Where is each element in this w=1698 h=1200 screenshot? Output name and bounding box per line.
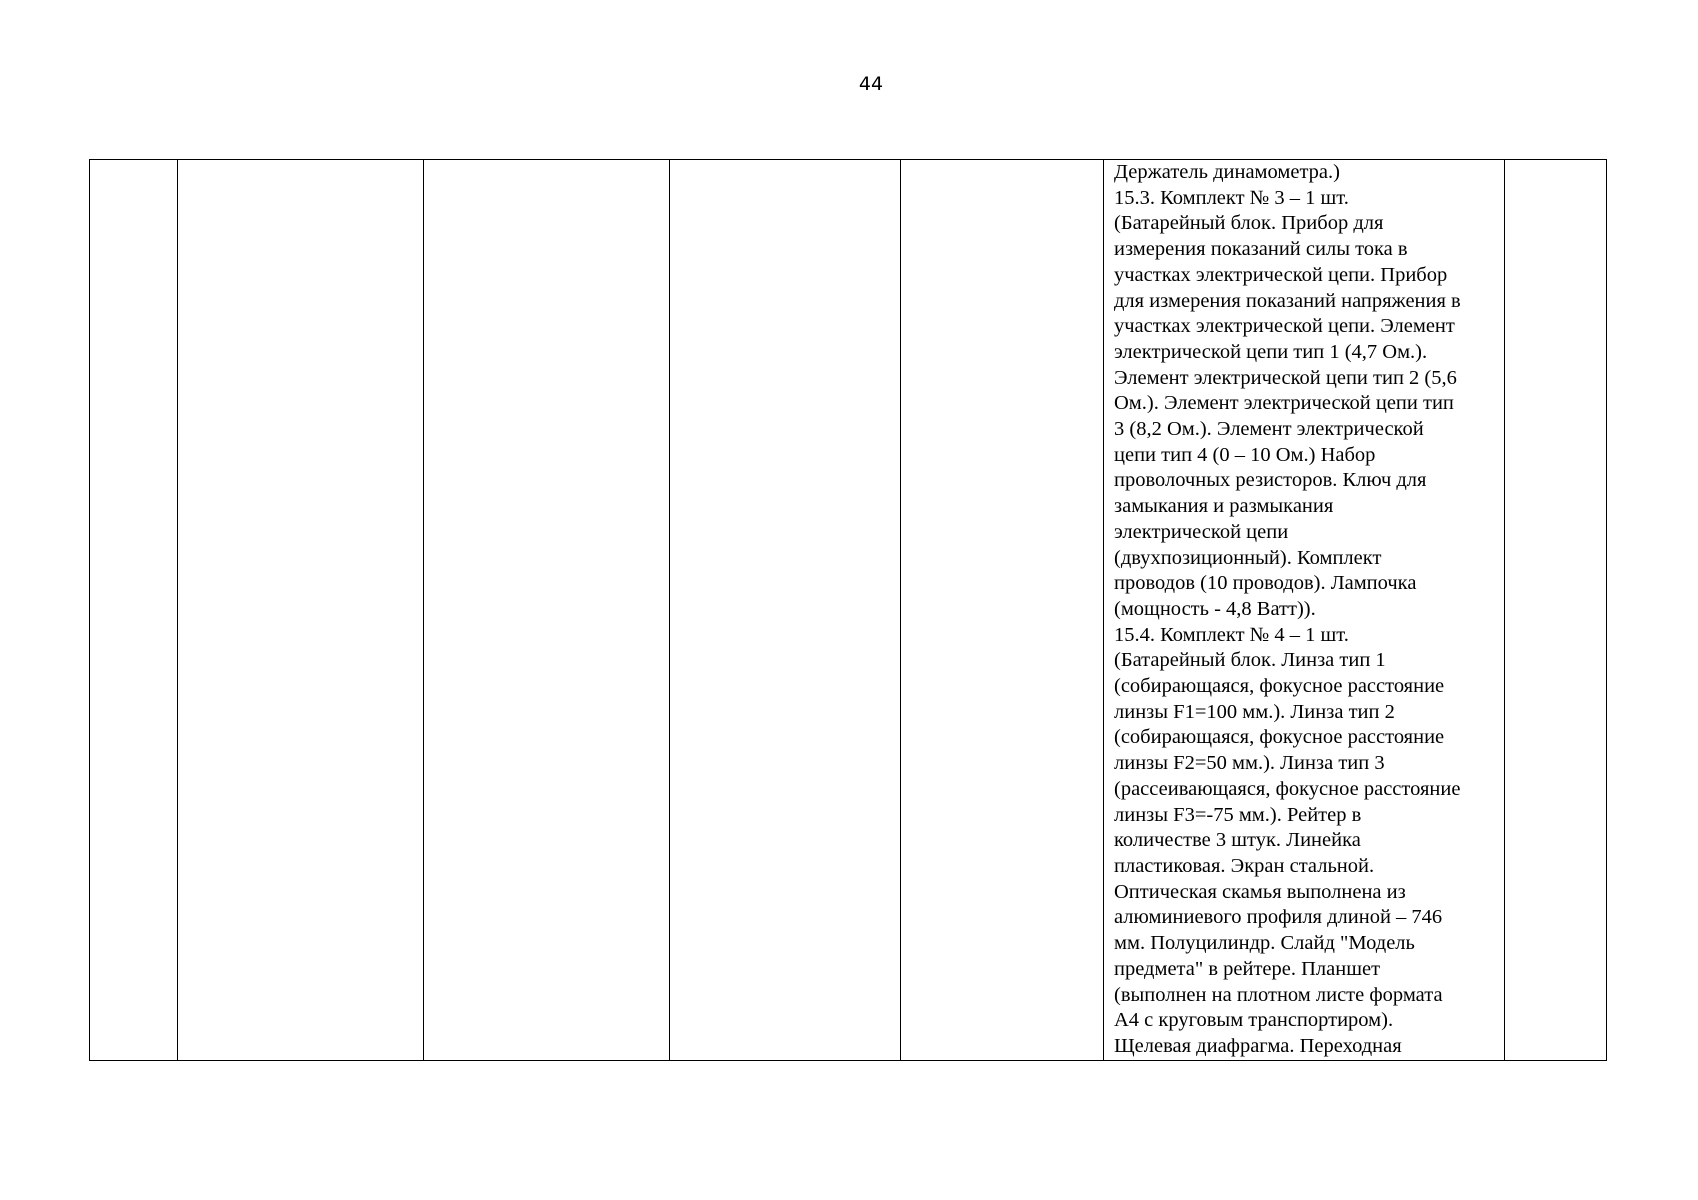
description-line: электрической цепи тип 1 (4,7 Ом.).	[1114, 340, 1428, 363]
page-number: 44	[858, 73, 884, 95]
description-line: линзы F3=-75 мм.). Рейтер в	[1114, 803, 1362, 826]
table-cell-col-7	[1505, 160, 1607, 1061]
description-line: А4 с круговым транспортиром).	[1114, 1009, 1394, 1032]
table-cell-col-2	[178, 160, 424, 1061]
description-line: (двухпозиционный). Комплект	[1114, 546, 1382, 569]
description-line: Ом.). Элемент электрической цепи тип	[1114, 392, 1454, 415]
description-line: участках электрической цепи. Элемент	[1114, 315, 1455, 338]
description-line: мм. Полуцилиндр. Слайд "Модель	[1114, 932, 1415, 955]
description-line: (Батарейный блок. Прибор для	[1114, 212, 1384, 235]
description-line: (Батарейный блок. Линза тип 1	[1114, 649, 1386, 672]
description-line: алюминиевого профиля длиной – 746	[1114, 906, 1443, 929]
description-line: замыкания и размыкания	[1114, 495, 1334, 518]
description-line: (выполнен на плотном листе формата	[1114, 983, 1443, 1006]
table-cell-col-1	[90, 160, 178, 1061]
description-line: линзы F1=100 мм.). Линза тип 2	[1114, 700, 1395, 723]
description-line: проволочных резисторов. Ключ для	[1114, 469, 1427, 492]
description-line: 15.3. Комплект № 3 – 1 шт.	[1114, 186, 1349, 209]
equipment-table	[89, 159, 1607, 1061]
description-line: Элемент электрической цепи тип 2 (5,6	[1114, 366, 1457, 389]
description-line: (собирающаяся, фокусное расстояние	[1114, 726, 1445, 749]
description-line: (собирающаяся, фокусное расстояние	[1114, 675, 1445, 698]
description-line: (мощность - 4,8 Ватт)).	[1114, 597, 1316, 620]
description-line: Щелевая диафрагма. Переходная	[1114, 1034, 1402, 1057]
description-line: пластиковая. Экран стальной.	[1114, 854, 1375, 877]
table-row	[90, 160, 1607, 1061]
description-line: количестве 3 штук. Линейка	[1114, 829, 1361, 852]
description-line: Держатель динамометра.)	[1114, 161, 1340, 183]
description-line: 3 (8,2 Ом.). Элемент электрической	[1114, 418, 1424, 441]
description-line: линзы F2=50 мм.). Линза тип 3	[1114, 752, 1385, 775]
description-line: 15.4. Комплект № 4 – 1 шт.	[1114, 623, 1349, 646]
table-cell-col-4	[670, 160, 901, 1061]
description-line: цепи тип 4 (0 – 10 Ом.) Набор	[1114, 443, 1376, 466]
description-line: предмета" в рейтере. Планшет	[1114, 957, 1381, 980]
table-cell-col-5	[901, 160, 1104, 1061]
description-line: участках электрической цепи. Прибор	[1114, 263, 1448, 286]
description-line: измерения показаний силы тока в	[1114, 238, 1408, 261]
table-cell-col-3	[424, 160, 670, 1061]
description-line: Оптическая скамья выполнена из	[1114, 880, 1406, 903]
description-line: проводов (10 проводов). Лампочка	[1114, 572, 1417, 595]
description-line: электрической цепи	[1114, 520, 1289, 543]
description-line: (рассеивающаяся, фокусное расстояние	[1114, 777, 1461, 800]
equipment-description-cell	[1104, 160, 1505, 1061]
description-line: для измерения показаний напряжения в	[1114, 289, 1461, 312]
